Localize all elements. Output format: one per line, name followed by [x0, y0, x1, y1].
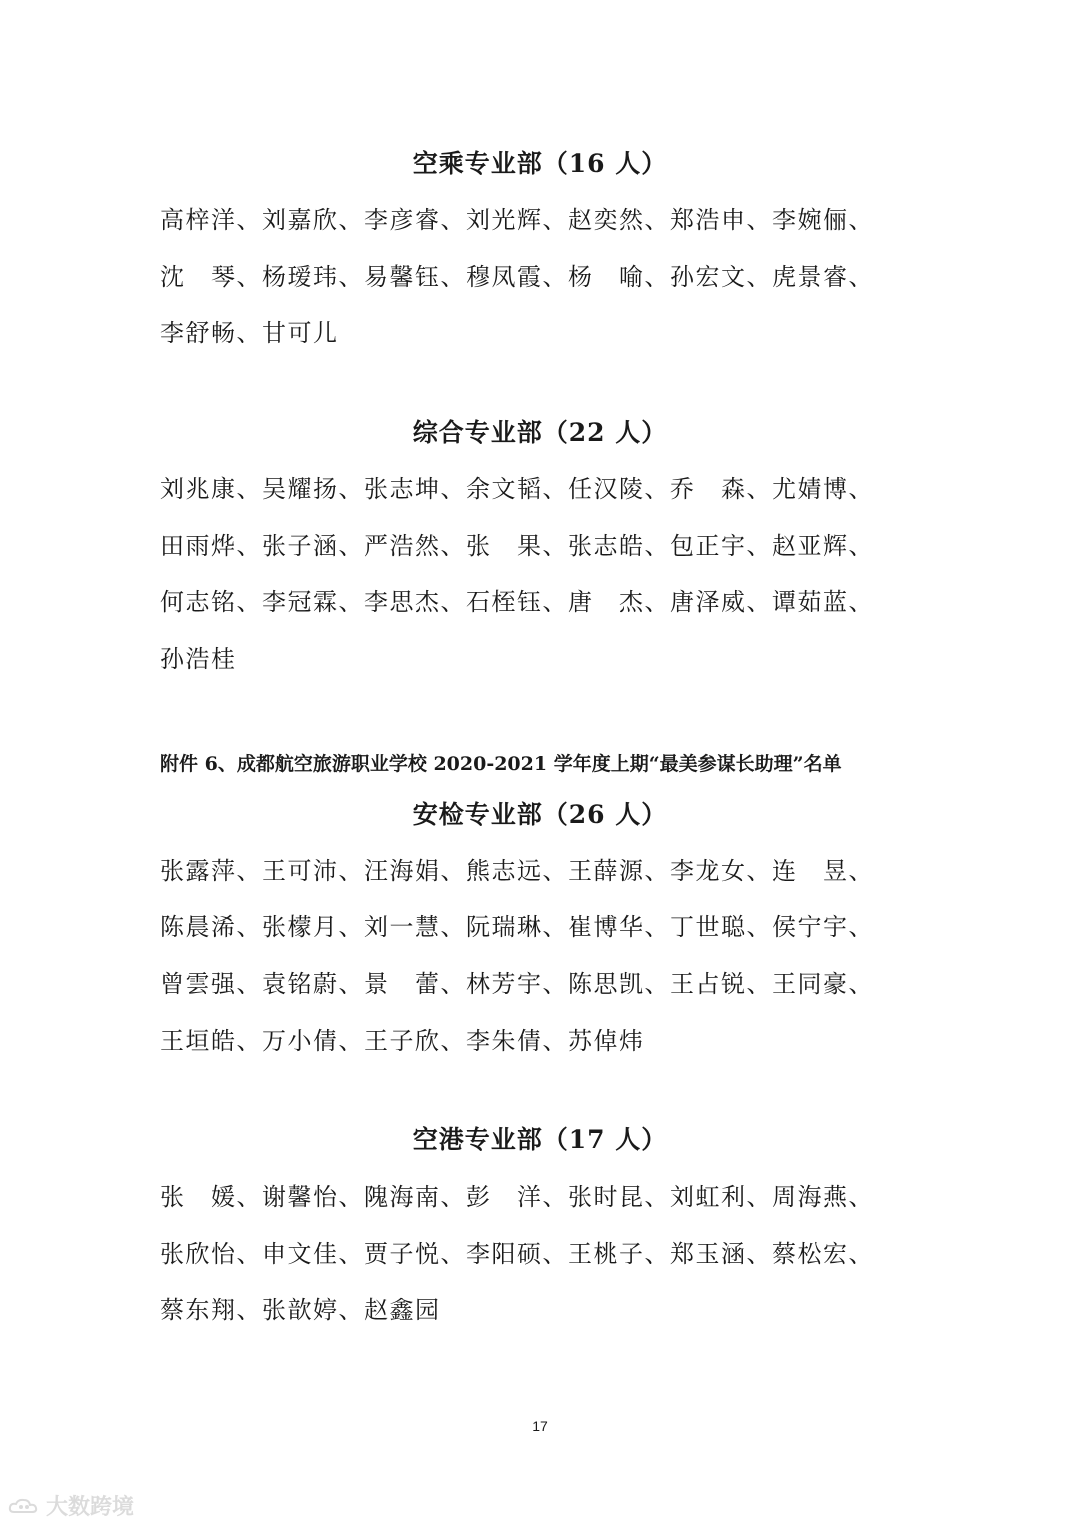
name-line: 张 媛、谢馨怡、隗海南、彭 洋、张时昆、刘虹利、周海燕、: [160, 1183, 874, 1211]
section-title-konggang: 空港专业部（17 人）: [412, 1125, 668, 1154]
name-line: 孙浩桂: [160, 645, 237, 673]
name-line: 李舒畅、甘可儿: [160, 319, 339, 347]
name-line: 陈晨浠、张檬月、刘一慧、阮瑞琳、崔博华、丁世聪、侯宁宇、: [160, 913, 874, 941]
name-line: 刘兆康、吴耀扬、张志坤、余文韬、任汉陵、乔 森、尤婧博、: [160, 475, 874, 503]
attachment-heading: 附件 6、成都航空旅游职业学校 2020-2021 学年度上期“最美参谋长助理”名单: [160, 753, 842, 775]
name-line: 曾雲强、袁铭蔚、景 蕾、林芳宇、陈思凯、王占锐、王同豪、: [160, 970, 874, 998]
section-title-anjian: 安检专业部（26 人）: [412, 800, 668, 829]
watermark-text: 大数跨境: [46, 1495, 135, 1520]
name-line: 王垣皓、万小倩、王子欣、李朱倩、苏倬炜: [160, 1027, 645, 1055]
name-line: 张露萍、王可沛、汪海娟、熊志远、王薛源、李龙女、连 昱、: [160, 857, 874, 885]
name-line: 张欣怡、申文佳、贾子悦、李阳硕、王桃子、郑玉涵、蔡松宏、: [160, 1240, 874, 1268]
name-line: 高梓洋、刘嘉欣、李彦睿、刘光辉、赵奕然、郑浩申、李婉俪、: [160, 206, 874, 234]
name-line: 沈 琴、杨瑷玮、易馨钰、穆凤霞、杨 喻、孙宏文、虎景睿、: [160, 263, 874, 291]
section-title-kongcheng: 空乘专业部（16 人）: [412, 149, 668, 178]
name-line: 何志铭、李冠霖、李思杰、石桎钰、唐 杰、唐泽威、谭茹蓝、: [160, 588, 874, 616]
cloud-logo-icon: [8, 1496, 42, 1516]
section-title-zonghe: 综合专业部（22 人）: [412, 418, 668, 447]
name-line: 田雨烨、张子涵、严浩然、张 果、张志皓、包正宇、赵亚辉、: [160, 532, 874, 560]
name-line: 蔡东翔、张歆婷、赵鑫园: [160, 1296, 441, 1324]
watermark: [8, 1490, 134, 1521]
page-number: 17: [532, 1418, 548, 1434]
